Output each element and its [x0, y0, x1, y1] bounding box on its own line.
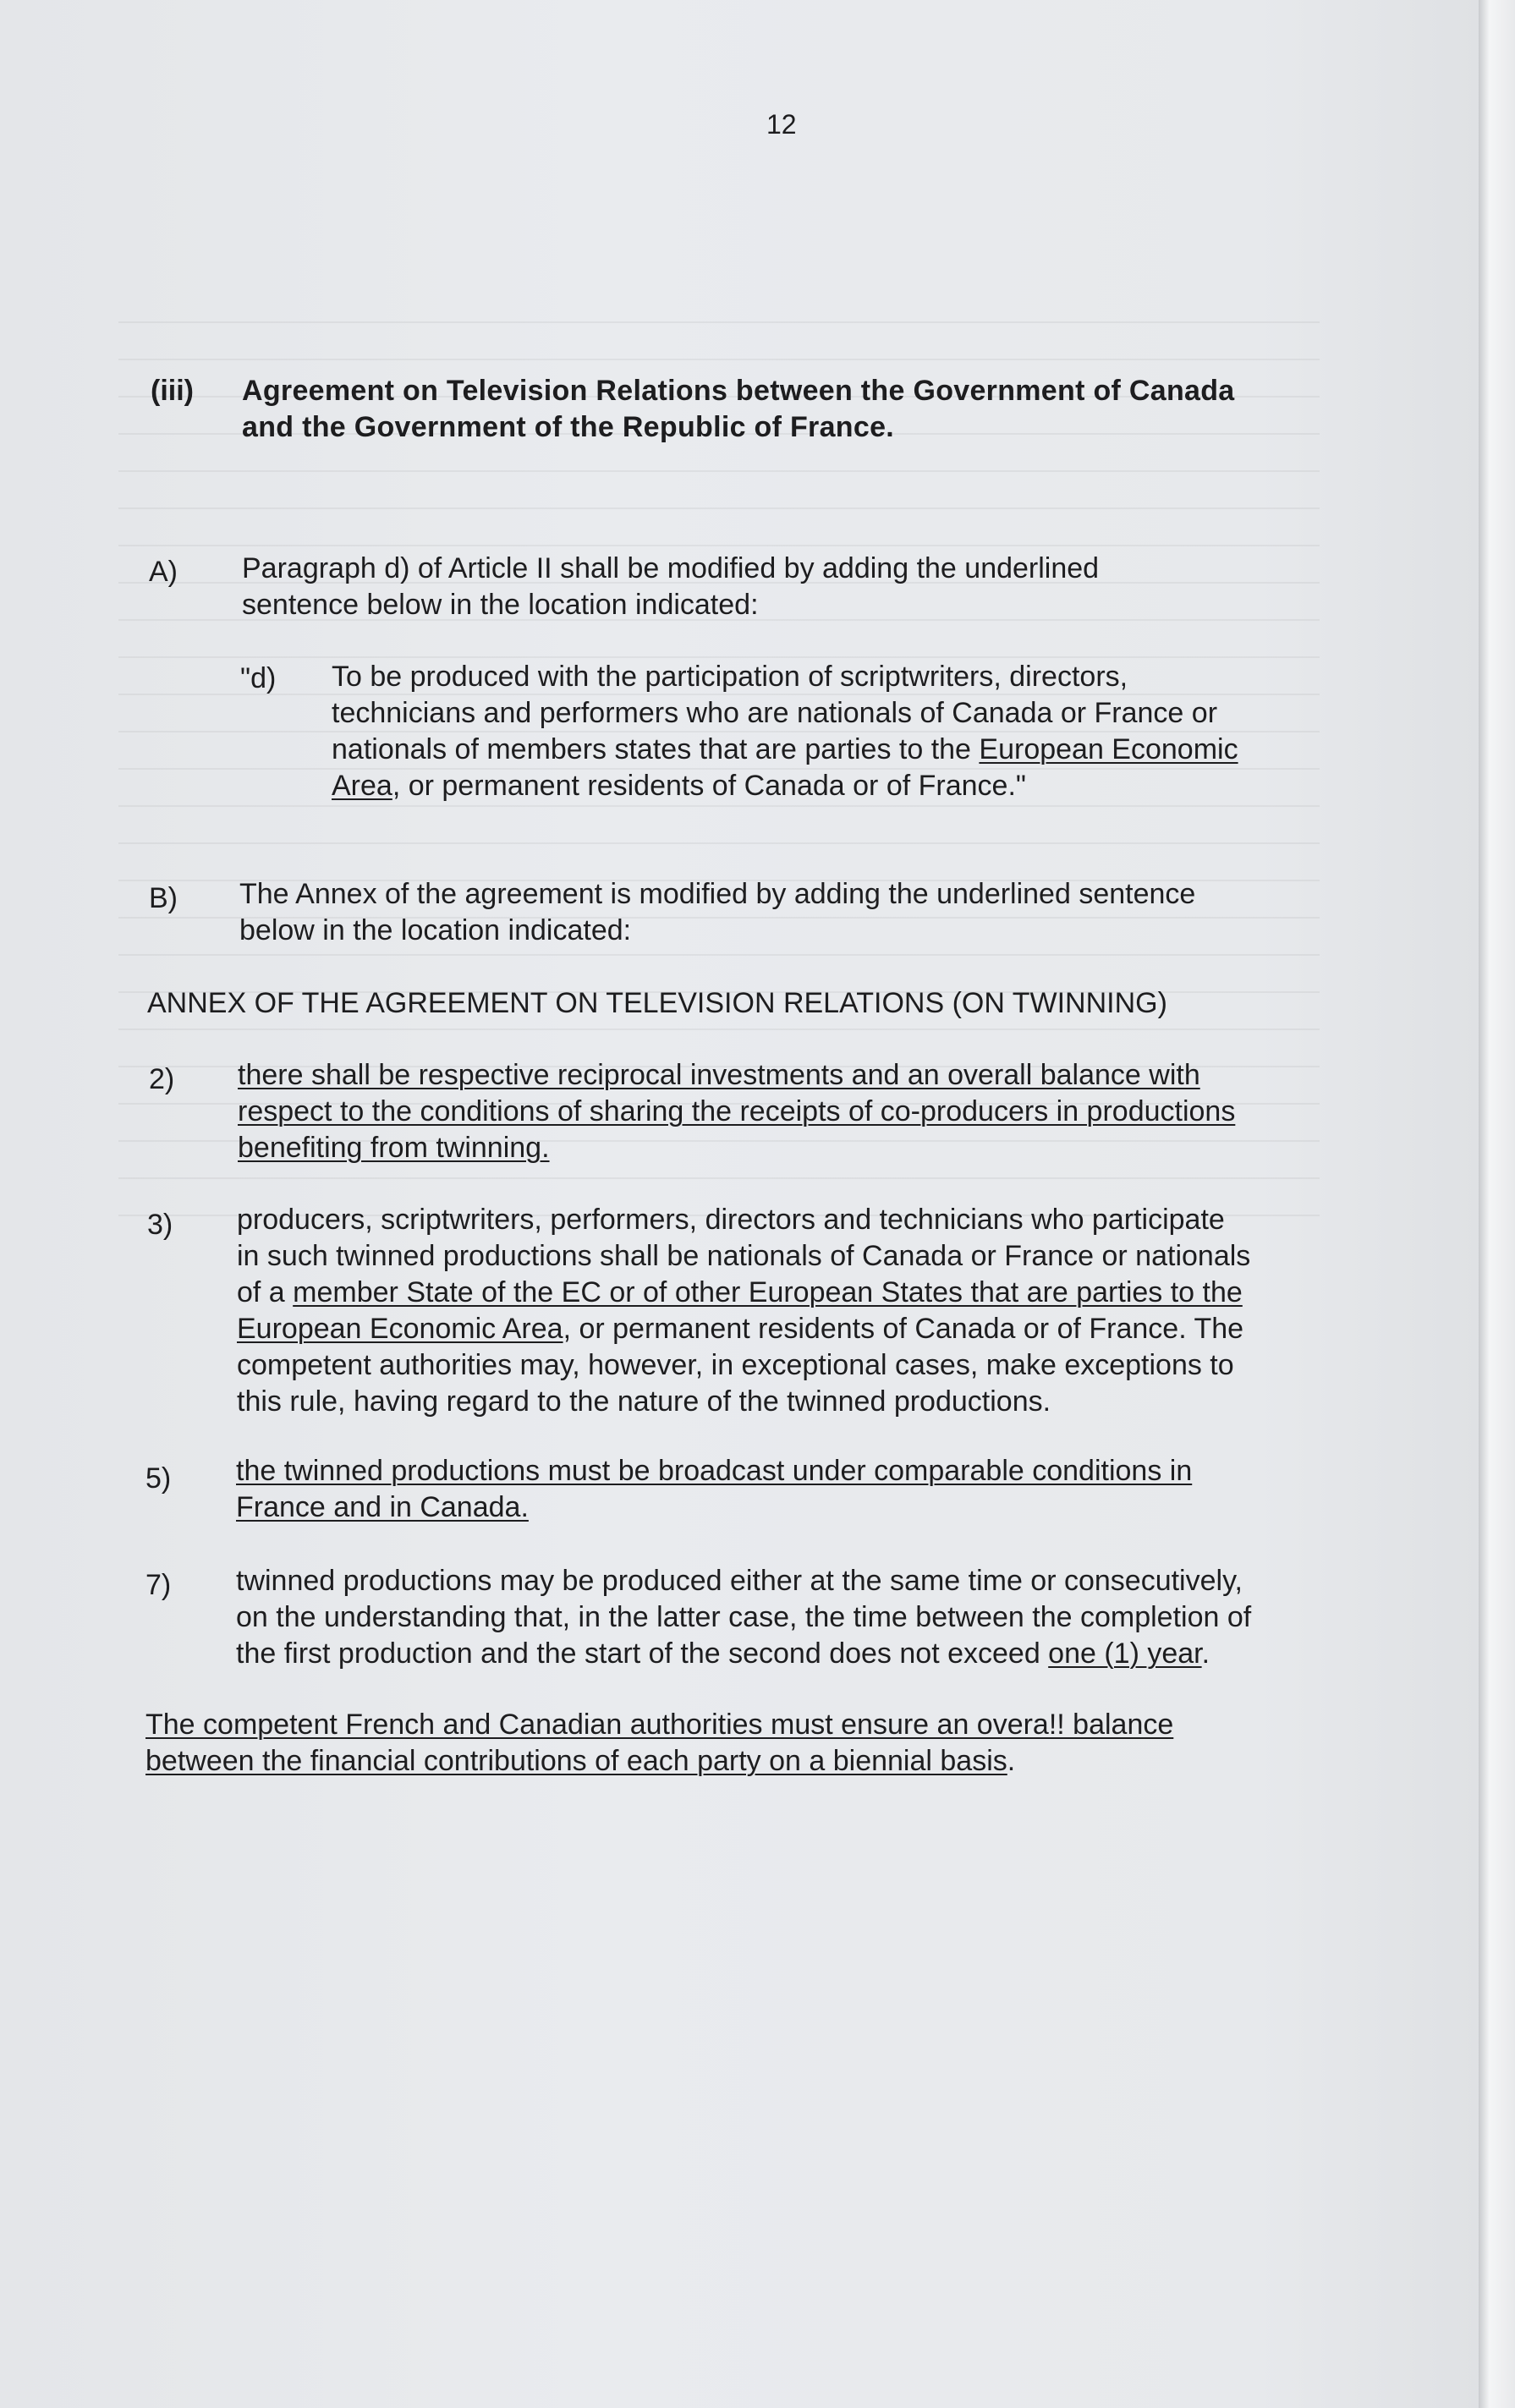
closing-line-1: The competent French and Canadian authorities must ensure an overa!! balance [145, 1709, 1174, 1741]
heading-line-1: Agreement on Television Relations between the Government of Canada [242, 375, 1235, 407]
quote-text [332, 659, 1347, 804]
item-5-line-1: the twinned productions must be broadcast under comparable conditions in [236, 1455, 1193, 1487]
annex-title: ANNEX OF THE AGREEMENT ON TELEVISION RELATIONS (ON TWINNING) [147, 987, 1167, 1019]
heading-title [242, 373, 1342, 446]
item-3-line-6: this rule, having regard to the nature of the twinned productions. [237, 1385, 1051, 1418]
quote-label: "d) [240, 662, 277, 694]
item-2-label: 2) [149, 1063, 175, 1095]
item-3-line-3-plain: of a [237, 1276, 294, 1308]
section-a-line-2: sentence below in the location indicated: [242, 589, 759, 621]
section-b-text [239, 876, 1339, 949]
item-7-label: 7) [145, 1569, 172, 1601]
page-number: 12 [766, 109, 797, 140]
item-3-line-2: in such twinned productions shall be nationals of Canada or France or nationals [237, 1240, 1251, 1272]
item-2-line-2: respect to the conditions of sharing the receipts of co-producers in productions [238, 1095, 1236, 1127]
item-3-line-1: producers, scriptwriters, performers, directors and technicians who participate [237, 1204, 1225, 1236]
item-3-line-4-underlined: European Economic Area [237, 1313, 563, 1345]
closing-paragraph [145, 1707, 1330, 1780]
quote-line-3-plain: nationals of members states that are parties to the [332, 733, 980, 765]
quote-line-4-underlined: Area [332, 770, 392, 802]
quote-line-4-plain: , or permanent residents of Canada or of France." [392, 770, 1026, 802]
section-a-label: A) [149, 556, 178, 588]
heading-label: (iii) [151, 375, 194, 407]
section-a-line-1: Paragraph d) of Article II shall be modified by adding the underlined [242, 552, 1100, 584]
section-a-text [242, 551, 1342, 623]
item-3-line-3 [237, 1275, 1362, 1311]
item-7-line-3 [236, 1636, 1361, 1672]
item-2-line-1: there shall be respective reciprocal investments and an overall balance with [238, 1059, 1200, 1091]
item-2-line-3: benefiting from twinning. [238, 1132, 550, 1164]
quote-line-2: technicians and performers who are nationals of Canada or France or [332, 697, 1218, 729]
closing-line-2 [145, 1743, 1330, 1780]
item-7-line-3-plain: the first production and the start of the second does not exceed [236, 1637, 1049, 1670]
item-7-line-2: on the understanding that, in the latter case, the time between the completion of [236, 1601, 1252, 1633]
item-3-text [237, 1202, 1362, 1420]
item-3-line-5: competent authorities may, however, in exceptional cases, make exceptions to [237, 1349, 1234, 1381]
item-5-text [236, 1453, 1361, 1526]
item-3-line-4-plain: , or permanent residents of Canada or of France. The [563, 1313, 1244, 1345]
quote-line-4 [332, 768, 1347, 804]
item-7-text [236, 1563, 1361, 1672]
item-7-line-1: twinned productions may be produced either at the same time or consecutively, [236, 1565, 1243, 1597]
section-b-label: B) [149, 882, 178, 914]
quote-line-3 [332, 732, 1347, 768]
item-7-line-3-underlined: one (1) year [1048, 1637, 1202, 1670]
item-3-line-3-underlined: member State of the EC or of other European States that are parties to the [293, 1276, 1243, 1308]
item-5-line-2: France and in Canada. [236, 1491, 529, 1523]
item-3-label: 3) [147, 1209, 173, 1241]
closing-line-2-end: . [1007, 1745, 1016, 1777]
item-2-text [238, 1057, 1363, 1166]
item-3-line-4 [237, 1311, 1362, 1347]
item-7-line-3-end: . [1201, 1637, 1210, 1670]
quote-line-1: To be produced with the participation of scriptwriters, directors, [332, 661, 1128, 693]
heading-line-2: and the Government of the Republic of France. [242, 411, 895, 443]
quote-line-3-underlined: European Economic [979, 733, 1238, 765]
section-b-line-2: below in the location indicated: [239, 914, 632, 946]
closing-line-2-underlined: between the financial contributions of each party on a biennial basis [145, 1745, 1007, 1777]
item-5-label: 5) [145, 1462, 172, 1495]
section-b-line-1: The Annex of the agreement is modified by adding the underlined sentence [239, 878, 1196, 910]
page-edge [1479, 0, 1515, 2408]
